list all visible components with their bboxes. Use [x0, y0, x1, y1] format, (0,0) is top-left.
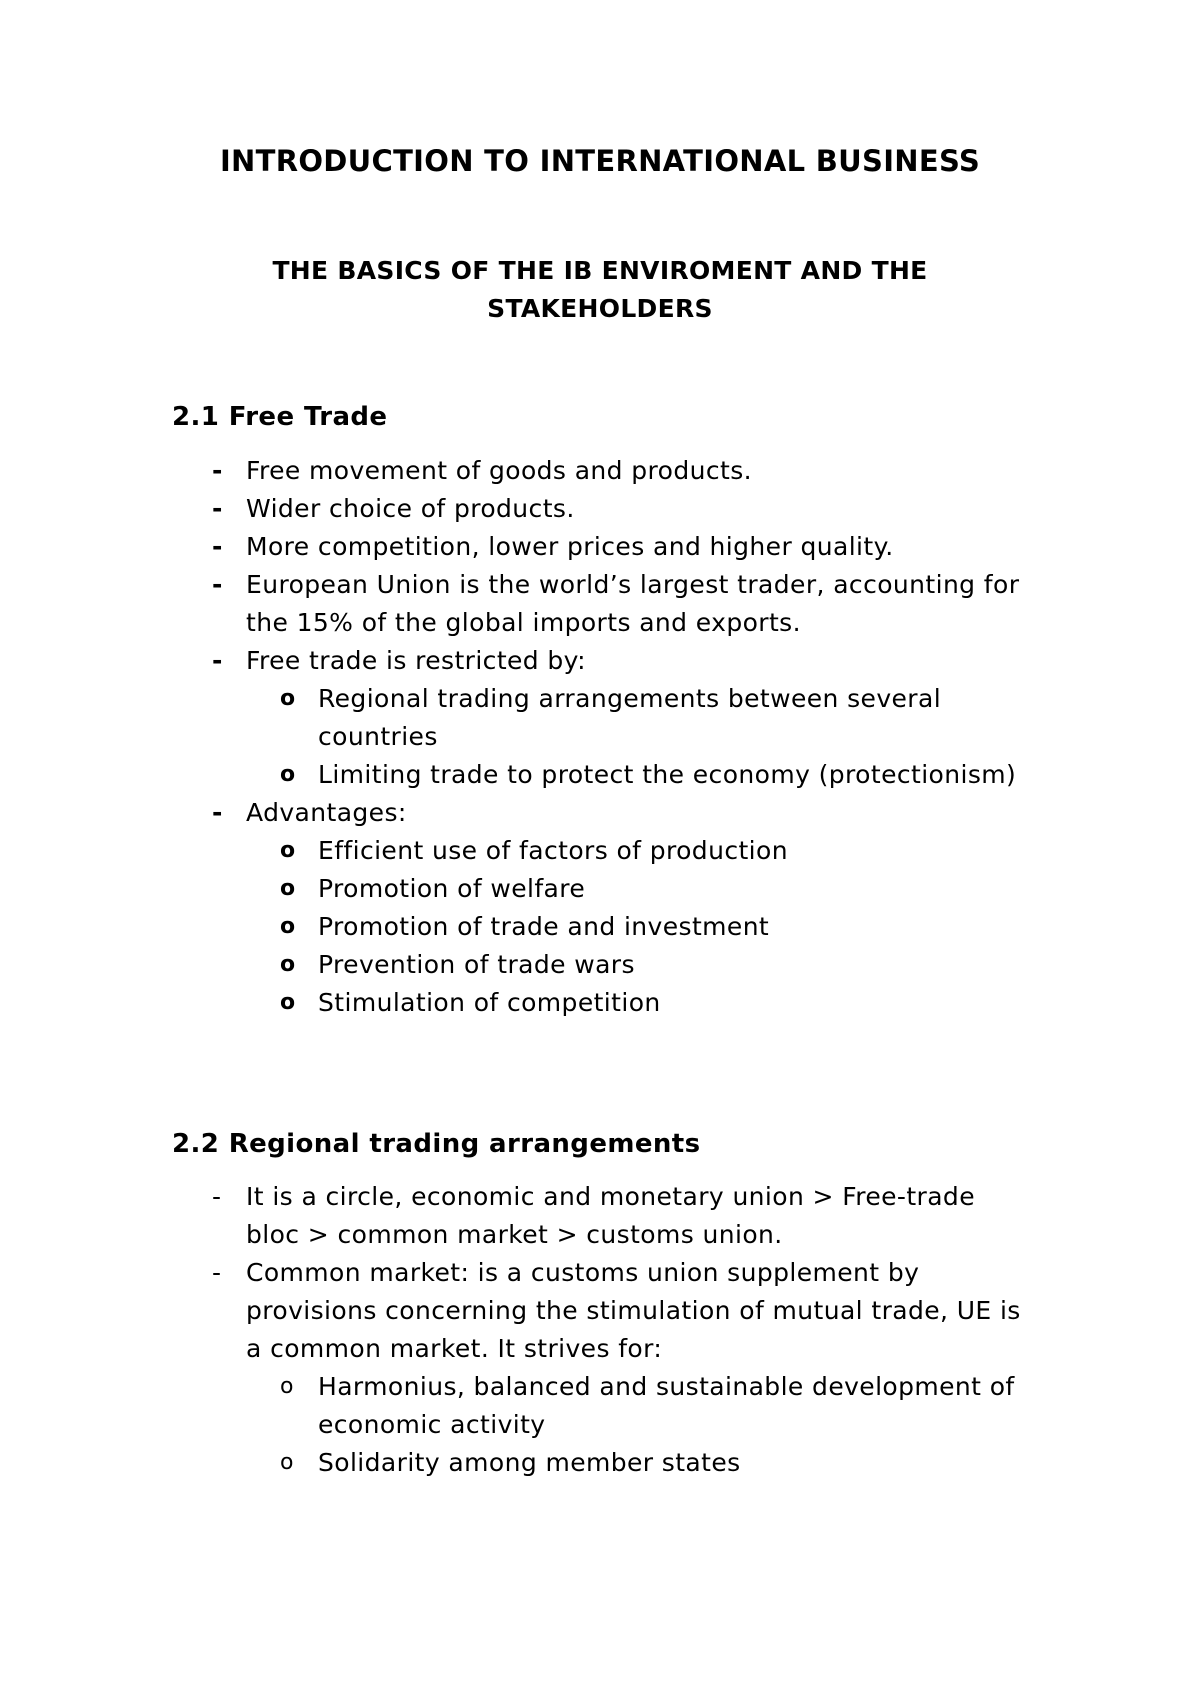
dash-bullet: - — [212, 798, 223, 827]
list-item — [172, 566, 1032, 642]
sub-list-item-text: Prevention of trade wars — [318, 950, 635, 979]
list-item-text: More competition, lower prices and higher quality. — [246, 532, 894, 561]
sub-list-item-text: Promotion of welfare — [318, 874, 586, 903]
sub-list-item-text: Solidarity among member states — [318, 1448, 741, 1477]
section-regional-trading — [172, 1126, 1032, 1482]
section-heading: 2.1 Free Trade — [172, 402, 388, 432]
regional-trading-list — [172, 1178, 1032, 1482]
list-item-text: Wider choice of products. — [246, 494, 575, 523]
circle-bullet: o — [280, 686, 296, 711]
sub-list-item — [172, 832, 1032, 870]
dash-bullet: - — [212, 456, 223, 485]
circle-bullet: o — [280, 1450, 294, 1475]
document-title: INTRODUCTION TO INTERNATIONAL BUSINESS — [219, 144, 981, 178]
free-trade-list — [172, 452, 1032, 1022]
circle-bullet: o — [280, 876, 296, 901]
sub-list-item — [172, 870, 1032, 908]
list-item-text: Free trade is restricted by: — [246, 646, 586, 675]
dash-bullet: - — [212, 1182, 222, 1211]
list-item-text: Common market: is a customs union supplement by provisions concerning the stimulation of mutual trade, UE is a common market. It strives for: — [246, 1258, 1021, 1363]
sub-list-item — [172, 756, 1032, 794]
circle-bullet: o — [280, 1374, 294, 1399]
subtitle-line-1: THE BASICS OF THE IB ENVIROMENT AND THE — [272, 256, 928, 285]
list-item — [172, 490, 1032, 528]
dash-bullet: - — [212, 494, 223, 523]
list-item — [172, 1178, 1032, 1254]
section-free-trade — [172, 399, 1032, 1022]
list-item-text: It is a circle, economic and monetary union > Free-trade bloc > common market > customs union. — [246, 1182, 975, 1249]
section-heading: 2.2 Regional trading arrangements — [172, 1129, 701, 1159]
subtitle-line-2: STAKEHOLDERS — [487, 294, 713, 323]
sub-list-item-text: Efficient use of factors of production — [318, 836, 788, 865]
dash-bullet: - — [212, 532, 223, 561]
dash-bullet: - — [212, 646, 223, 675]
sub-list-item — [172, 1444, 1032, 1482]
sub-list-item-text: Limiting trade to protect the economy (protectionism) — [318, 760, 1017, 789]
list-item — [172, 528, 1032, 566]
sub-list-item-text: Harmonius, balanced and sustainable development of economic activity — [318, 1372, 1015, 1439]
list-item — [172, 452, 1032, 490]
list-item-text: European Union is the world’s largest trader, accounting for the 15% of the global imports and exports. — [246, 570, 1020, 637]
sub-list-item — [172, 984, 1032, 1022]
list-item — [172, 1254, 1032, 1368]
sub-list-item — [172, 946, 1032, 984]
circle-bullet: o — [280, 838, 296, 863]
list-item-text: Advantages: — [246, 798, 407, 827]
dash-bullet: - — [212, 570, 223, 599]
dash-bullet: - — [212, 1258, 222, 1287]
circle-bullet: o — [280, 762, 296, 787]
sub-list-item-text: Regional trading arrangements between several countries — [318, 684, 942, 751]
document-subtitle — [200, 252, 1000, 328]
circle-bullet: o — [280, 952, 296, 977]
sub-list-item — [172, 1368, 1032, 1444]
sub-list-item — [172, 680, 1032, 756]
circle-bullet: o — [280, 990, 296, 1015]
sub-list-item — [172, 908, 1032, 946]
list-item-text: Free movement of goods and products. — [246, 456, 753, 485]
sub-list-item-text: Promotion of trade and investment — [318, 912, 770, 941]
list-item — [172, 642, 1032, 680]
circle-bullet: o — [280, 914, 296, 939]
sub-list-item-text: Stimulation of competition — [318, 988, 661, 1017]
list-item — [172, 794, 1032, 832]
